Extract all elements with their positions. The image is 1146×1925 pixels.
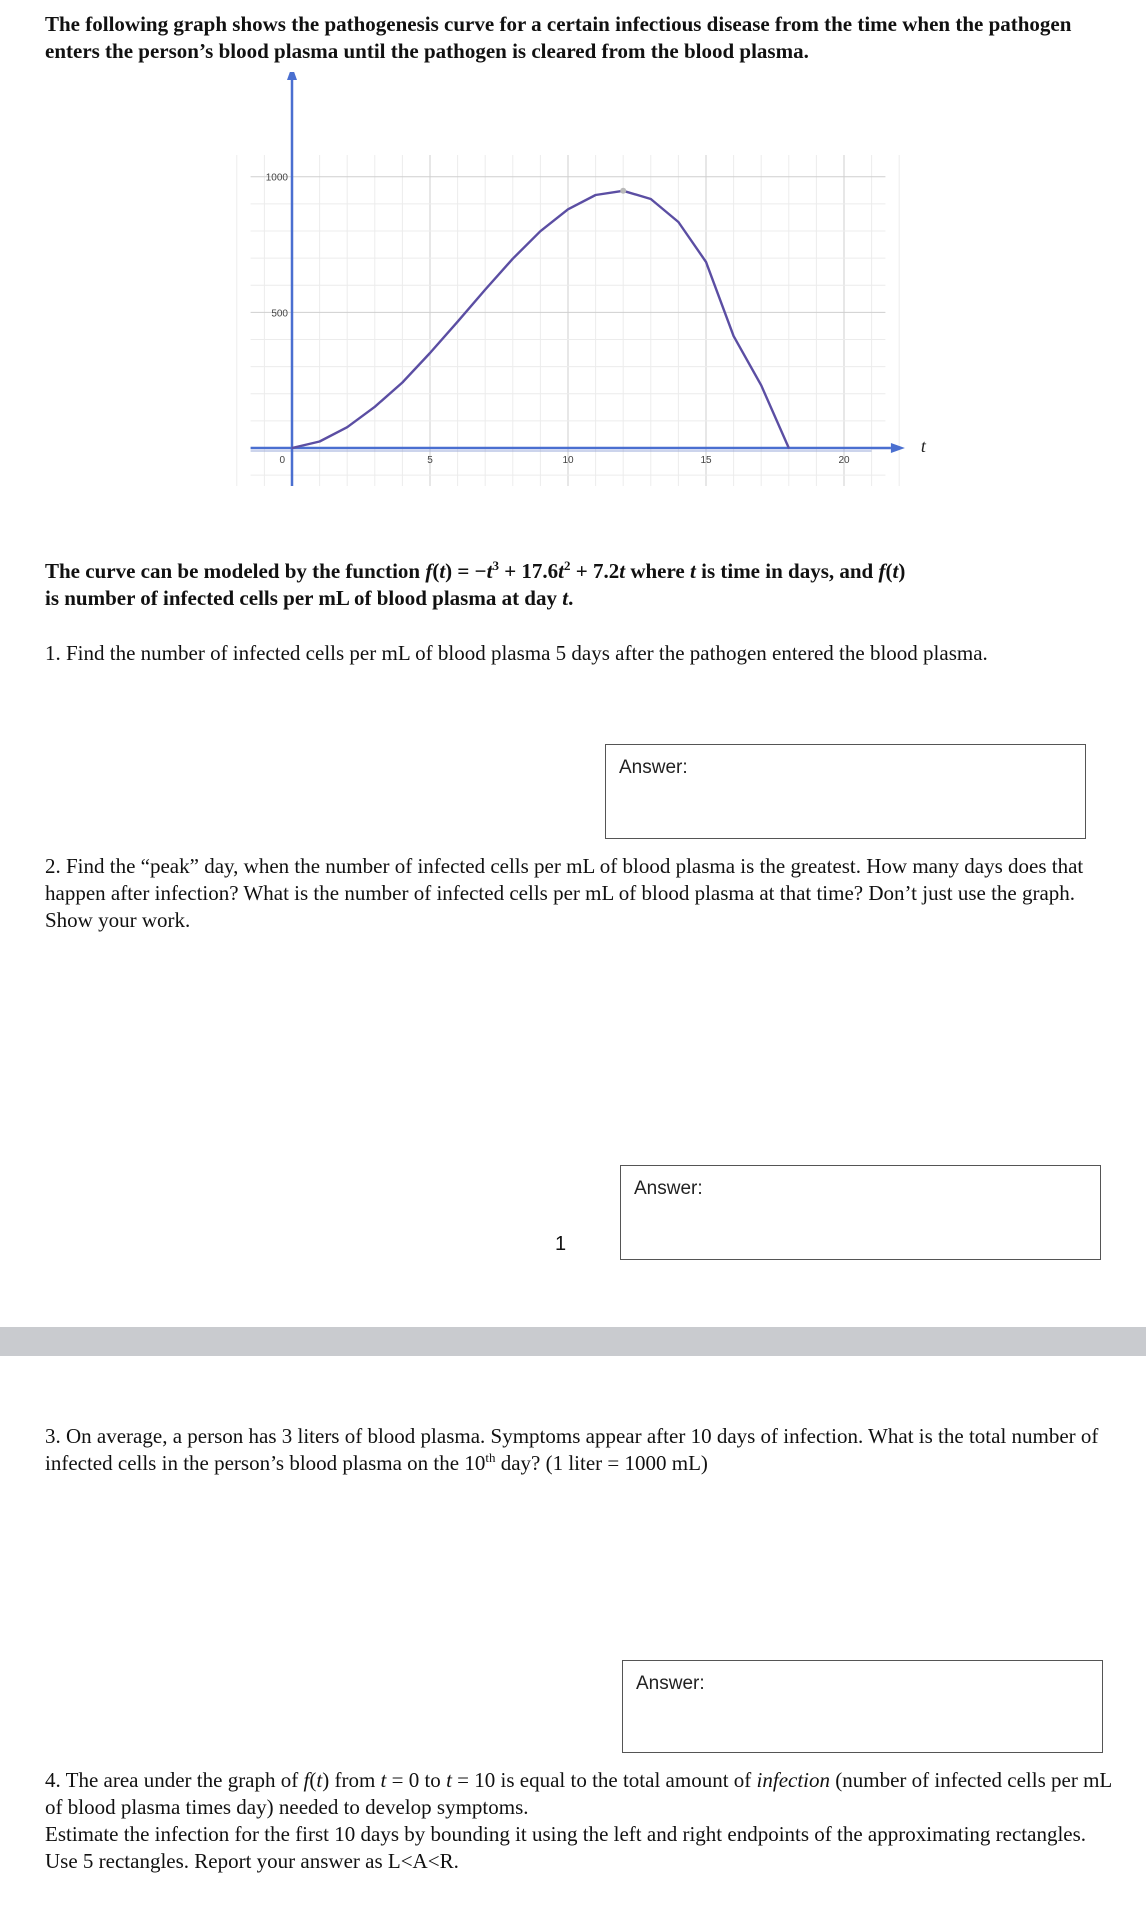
data-point xyxy=(788,447,790,449)
data-point xyxy=(678,221,680,223)
y-tick-label: 1000 xyxy=(265,172,288,184)
x-tick-label: 15 xyxy=(700,455,712,466)
data-point xyxy=(512,258,514,260)
data-point xyxy=(374,406,376,408)
page-divider xyxy=(0,1327,1146,1356)
model-text: The curve can be modeled by the function $f(t) = -t^3 + 17.6t^2 + 7.2t$ where t is time in days, and f(t) is number of infected cells per mL of blood plasma at day t. xyxy=(45,558,906,610)
pathogenesis-graph xyxy=(230,72,930,512)
data-point xyxy=(595,194,597,196)
y-tick-label: 500 xyxy=(271,308,288,320)
x-axis-label: t xyxy=(920,436,926,456)
intro-text: The following graph shows the pathogenesis curve for a certain infectious disease from the time when the pathogen enters the person’s blood plasma until the pathogen is cleared from the blood plasma. xyxy=(45,12,1072,63)
question-1-text: 1. Find the number of infected cells per mL of blood plasma 5 days after the pathogen entered the blood plasma. xyxy=(45,641,988,665)
answer-box-2[interactable] xyxy=(620,1165,1101,1260)
data-point xyxy=(484,289,486,291)
y-axis-arrow xyxy=(287,72,297,80)
data-point xyxy=(760,384,762,386)
answer-label: Answer: xyxy=(636,1673,705,1694)
chart-ticks xyxy=(266,173,927,466)
x-tick-label: 20 xyxy=(838,455,850,466)
x-tick-label: 5 xyxy=(427,455,433,466)
answer-label: Answer: xyxy=(634,1178,703,1199)
data-point xyxy=(733,335,735,337)
data-point xyxy=(457,321,459,323)
peak-marker xyxy=(620,188,626,194)
page-number: 1 xyxy=(555,1233,567,1255)
data-point xyxy=(402,382,404,384)
origin-label: 0 xyxy=(279,455,285,466)
question-4-text: 4. The area under the graph of f(t) from t = 0 to t = 10 is equal to the total amount of infection (number of infected cells per mL of blood plasma times day) needed to develop symptoms. Estimate the infection for the first 10 days by bounding it using the left and right endpoints of the approximating rectangles. Use 5 rectangles. Report your answer as L<A<R. xyxy=(45,1768,1112,1873)
answer-label: Answer: xyxy=(619,757,688,778)
data-point xyxy=(650,198,652,200)
data-point xyxy=(346,426,348,428)
data-point xyxy=(429,352,431,354)
question-2-text: 2. Find the “peak” day, when the number of infected cells per mL of blood plasma is the greatest. How many days does that happen after infection? What is the number of infected cells per mL of blood plasma at that time? Don’t just use the graph. Show your work. xyxy=(45,854,1084,932)
question-3-text: 3. On average, a person has 3 liters of blood plasma. Symptoms appear after 10 days of infection. What is the total number of infected cells in the person’s blood plasma on the 10th day? (1 liter = 1000 mL) xyxy=(45,1424,1099,1475)
x-axis-arrow xyxy=(891,443,905,453)
data-point xyxy=(567,208,569,210)
x-tick-label: 10 xyxy=(562,455,574,466)
data-point xyxy=(540,230,542,232)
answer-box-1[interactable] xyxy=(605,744,1086,839)
answer-box-3[interactable] xyxy=(622,1660,1103,1753)
data-point xyxy=(291,447,293,449)
chart-grid xyxy=(237,155,899,486)
data-point xyxy=(319,441,321,443)
data-point xyxy=(705,261,707,263)
chart-axes xyxy=(251,72,905,486)
